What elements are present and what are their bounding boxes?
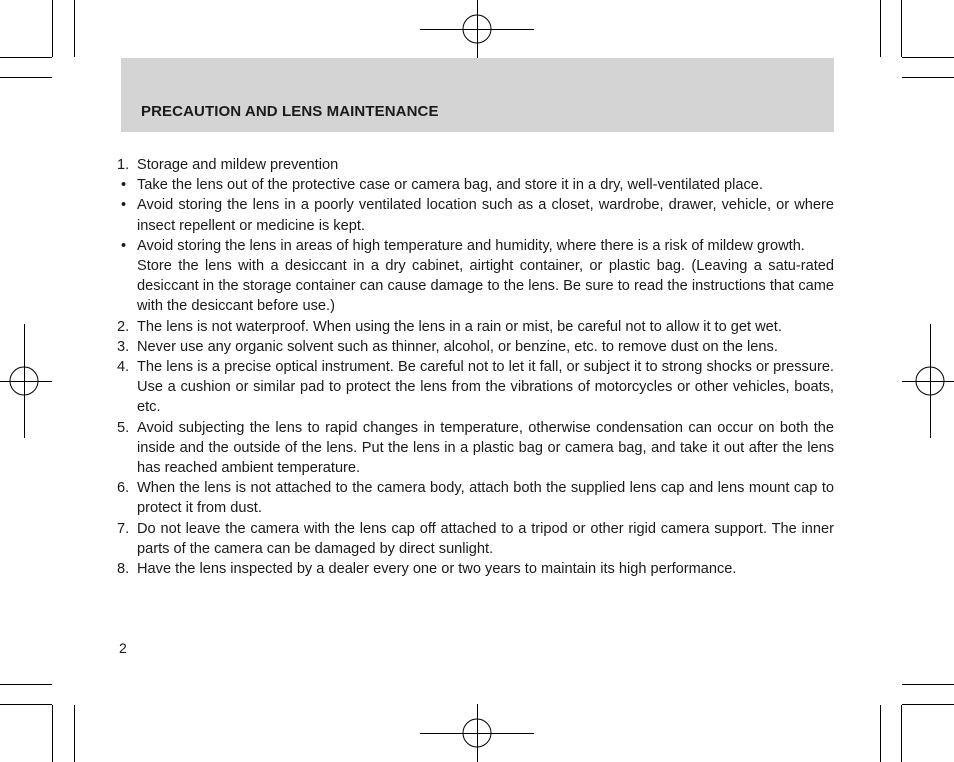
item-text: Do not leave the camera with the lens cap off attached to a tripod or other rigid camera support. The inner parts of the camera can be damaged by direct sunlight. — [137, 520, 834, 557]
item-number: 8. — [117, 561, 130, 578]
item-text: Avoid storing the lens in areas of high temperature and humidity, where there is a risk of mildew growth. — [137, 237, 805, 254]
numbered-item — [117, 155, 834, 175]
bullet-marker: • — [121, 237, 127, 254]
numbered-item — [117, 317, 834, 337]
registration-mark-left — [0, 324, 52, 438]
item-number: 1. — [117, 157, 130, 173]
item-text: Avoid subjecting the lens to rapid changes in temperature, otherwise condensation can occur on both the inside and the outside of the lens. Put the lens in a plastic bag or camera bag, and take it out after the lens has reached ambient temperature. — [137, 419, 834, 477]
registration-mark-top — [420, 0, 534, 58]
item-text: Avoid storing the lens in a poorly ventilated location such as a closet, wardrobe, drawer, vehicle, or where insect repellent or medicine is kept. — [137, 197, 834, 234]
page-number: 2 — [119, 640, 127, 656]
maintenance-list — [117, 155, 834, 579]
item-number: 6. — [117, 480, 130, 497]
registration-mark-bottom — [420, 704, 534, 762]
bullet-item — [117, 175, 834, 195]
bullet-item — [117, 236, 834, 317]
section-header-band — [121, 58, 834, 132]
item-number: 5. — [117, 419, 130, 436]
numbered-item — [117, 559, 834, 579]
item-text: Store the lens with a desiccant in a dry cabinet, airtight container, or plastic bag. (Leaving a satu-rated desiccant in the storage container can cause damage to the lens. Be sure to read the instructions that came with the desiccant before use.) — [137, 258, 834, 315]
item-text: Never use any organic solvent such as thinner, alcohol, or benzine, etc. to remove dust on the lens. — [137, 338, 778, 355]
item-text: Take the lens out of the protective case or camera bag, and store it in a dry, well-ventilated place. — [137, 177, 763, 194]
item-number: 4. — [117, 359, 130, 376]
numbered-item — [117, 519, 834, 559]
item-number: 2. — [117, 318, 130, 335]
numbered-item — [117, 337, 834, 357]
item-number: 7. — [117, 520, 130, 537]
numbered-item — [117, 357, 834, 418]
item-number: 3. — [117, 338, 130, 355]
item-text: Have the lens inspected by a dealer every one or two years to maintain its high performance. — [137, 561, 737, 578]
numbered-item — [117, 478, 834, 518]
bullet-item — [117, 195, 834, 235]
registration-mark-right — [902, 324, 954, 438]
section-title: PRECAUTION AND LENS MAINTENANCE — [141, 103, 439, 120]
item-text: The lens is a precise optical instrument. Be careful not to let it fall, or subject it to strong shocks or pressure. Use a cushion or similar pad to protect the lens from the vibrations of motorcycles or other vehicles, boats, etc. — [137, 359, 834, 416]
bullet-marker: • — [121, 197, 127, 214]
numbered-item — [117, 418, 834, 479]
item-text: The lens is not waterproof. When using the lens in a rain or mist, be careful not to allow it to get wet. — [137, 318, 782, 335]
item-text: When the lens is not attached to the camera body, attach both the supplied lens cap and lens mount cap to protect it from dust. — [137, 480, 834, 517]
item-text: Storage and mildew prevention — [137, 157, 339, 173]
bullet-marker: • — [121, 177, 127, 194]
